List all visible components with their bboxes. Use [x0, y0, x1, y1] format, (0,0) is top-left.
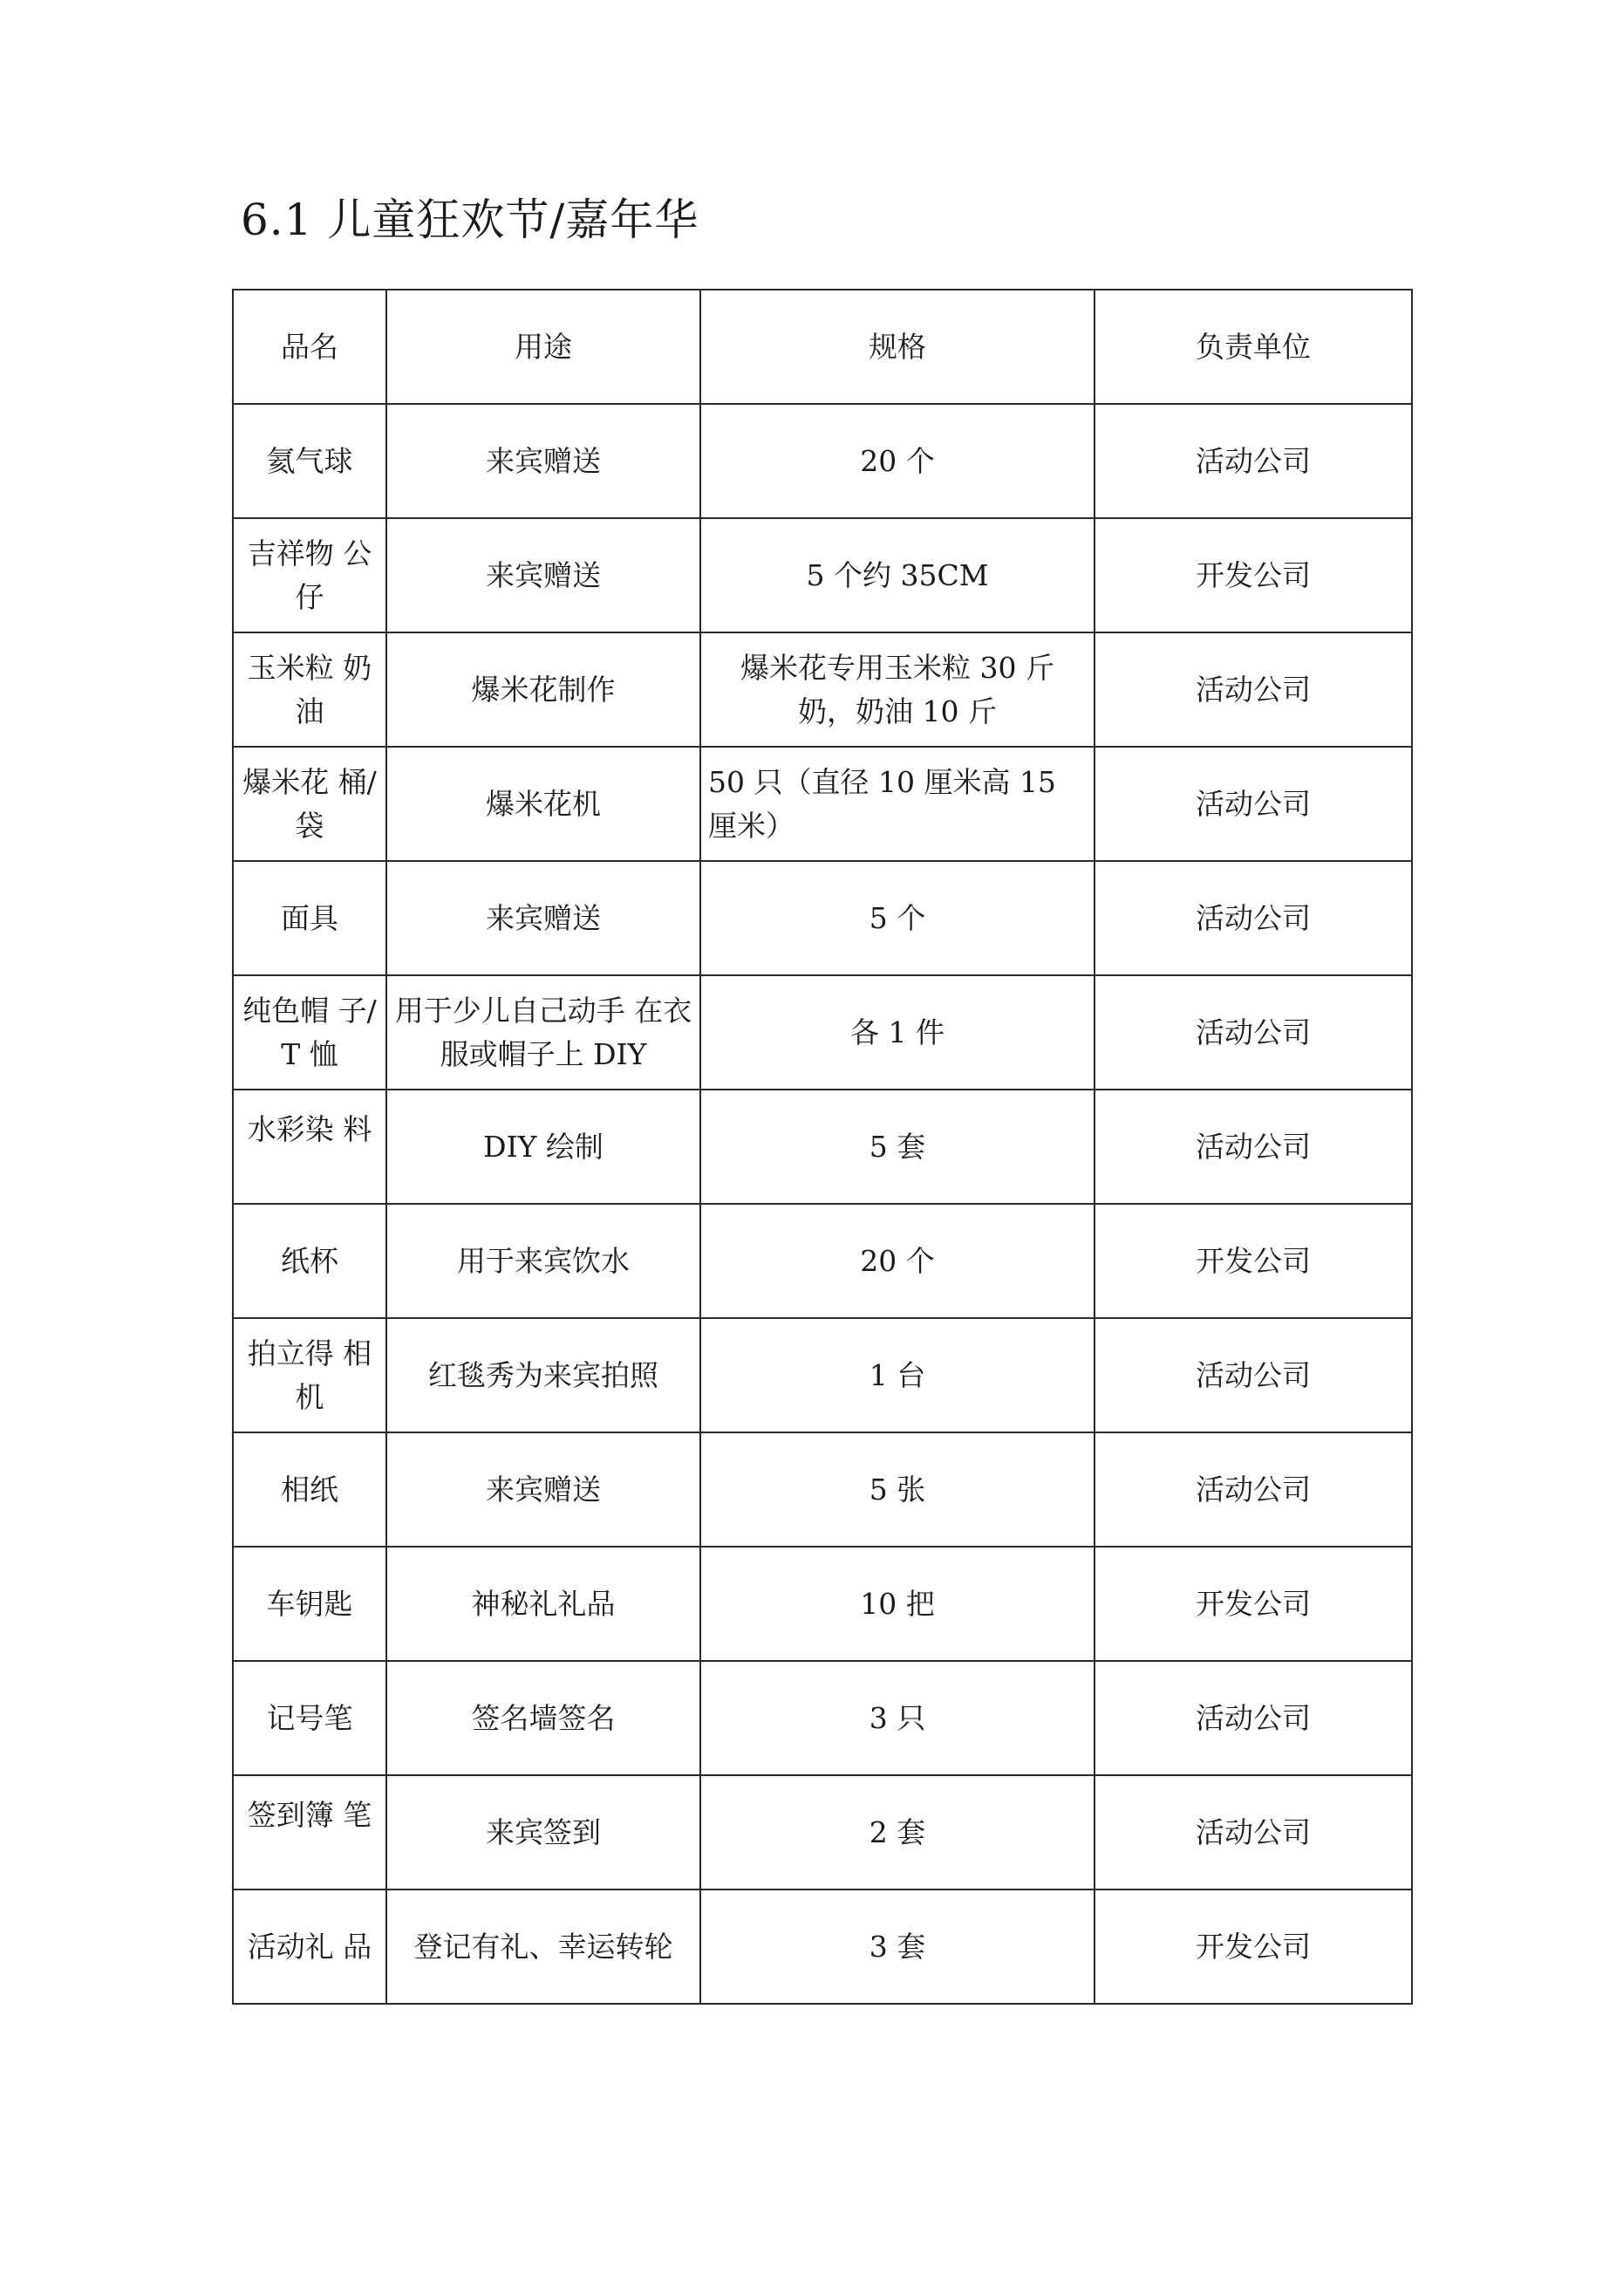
item-spec: 10 把 — [700, 1547, 1095, 1661]
item-name: 面具 — [233, 861, 386, 975]
table-row — [233, 632, 1412, 747]
item-spec: 20 个 — [700, 404, 1095, 518]
item-unit: 活动公司 — [1095, 747, 1412, 861]
item-use: 爆米花制作 — [386, 632, 700, 747]
table-row — [233, 1204, 1412, 1318]
item-use: 来宾赠送 — [386, 861, 700, 975]
item-spec: 1 台 — [700, 1318, 1095, 1432]
item-name: 纯色帽 子/T 恤 — [233, 975, 386, 1090]
item-unit: 活动公司 — [1095, 1318, 1412, 1432]
table-row — [233, 518, 1412, 632]
item-unit: 开发公司 — [1095, 1889, 1412, 2004]
item-spec: 5 张 — [700, 1432, 1095, 1547]
item-name: 纸杯 — [233, 1204, 386, 1318]
table-row — [233, 747, 1412, 861]
item-use: 红毯秀为来宾拍照 — [386, 1318, 700, 1432]
item-name: 拍立得 相机 — [233, 1318, 386, 1432]
item-name: 签到簿 笔 — [233, 1775, 386, 1889]
table-row — [233, 1432, 1412, 1547]
item-use: 来宾赠送 — [386, 404, 700, 518]
table-row — [233, 1889, 1412, 2004]
item-name: 记号笔 — [233, 1661, 386, 1775]
table-row — [233, 404, 1412, 518]
item-spec: 5 套 — [700, 1090, 1095, 1204]
column-header-spec: 规格 — [700, 290, 1095, 404]
item-unit: 活动公司 — [1095, 861, 1412, 975]
item-use: 爆米花机 — [386, 747, 700, 861]
item-name: 玉米粒 奶油 — [233, 632, 386, 747]
item-spec: 50 只（直径 10 厘米高 15 厘米） — [700, 747, 1095, 861]
table-row — [233, 861, 1412, 975]
items-table — [232, 289, 1413, 2005]
item-unit: 活动公司 — [1095, 975, 1412, 1090]
table-row — [233, 1661, 1412, 1775]
item-spec: 5 个约 35CM — [700, 518, 1095, 632]
item-unit: 开发公司 — [1095, 1204, 1412, 1318]
item-unit: 活动公司 — [1095, 404, 1412, 518]
item-name: 相纸 — [233, 1432, 386, 1547]
item-spec: 爆米花专用玉米粒 30 斤 奶，奶油 10 斤 — [700, 632, 1095, 747]
item-use: 用于来宾饮水 — [386, 1204, 700, 1318]
item-name: 车钥匙 — [233, 1547, 386, 1661]
item-name: 吉祥物 公仔 — [233, 518, 386, 632]
item-spec: 3 套 — [700, 1889, 1095, 2004]
item-name: 活动礼 品 — [233, 1889, 386, 2004]
item-use: 来宾签到 — [386, 1775, 700, 1889]
table-row — [233, 1090, 1412, 1204]
item-use: 来宾赠送 — [386, 1432, 700, 1547]
item-name: 水彩染 料 — [233, 1090, 386, 1204]
item-use: 登记有礼、幸运转轮 — [386, 1889, 700, 2004]
table-row — [233, 1318, 1412, 1432]
table-row — [233, 1547, 1412, 1661]
item-use: 用于少儿自己动手 在衣服或帽子上 DIY — [386, 975, 700, 1090]
item-unit: 活动公司 — [1095, 1661, 1412, 1775]
page-title: 6.1 儿童狂欢节/嘉年华 — [241, 195, 699, 245]
table-row — [233, 1775, 1412, 1889]
item-spec: 3 只 — [700, 1661, 1095, 1775]
item-use: DIY 绘制 — [386, 1090, 700, 1204]
item-name: 氦气球 — [233, 404, 386, 518]
item-use: 签名墙签名 — [386, 1661, 700, 1775]
column-header-unit: 负责单位 — [1095, 290, 1412, 404]
item-spec: 5 个 — [700, 861, 1095, 975]
column-header-use: 用途 — [386, 290, 700, 404]
item-unit: 活动公司 — [1095, 632, 1412, 747]
item-name: 爆米花 桶/袋 — [233, 747, 386, 861]
item-unit: 活动公司 — [1095, 1775, 1412, 1889]
table-header-row — [233, 290, 1412, 404]
item-unit: 活动公司 — [1095, 1090, 1412, 1204]
item-unit: 开发公司 — [1095, 1547, 1412, 1661]
column-header-name: 品名 — [233, 290, 386, 404]
item-unit: 活动公司 — [1095, 1432, 1412, 1547]
item-unit: 开发公司 — [1095, 518, 1412, 632]
table-row — [233, 975, 1412, 1090]
item-spec: 各 1 件 — [700, 975, 1095, 1090]
item-spec: 2 套 — [700, 1775, 1095, 1889]
item-use: 来宾赠送 — [386, 518, 700, 632]
item-spec: 20 个 — [700, 1204, 1095, 1318]
item-use: 神秘礼礼品 — [386, 1547, 700, 1661]
